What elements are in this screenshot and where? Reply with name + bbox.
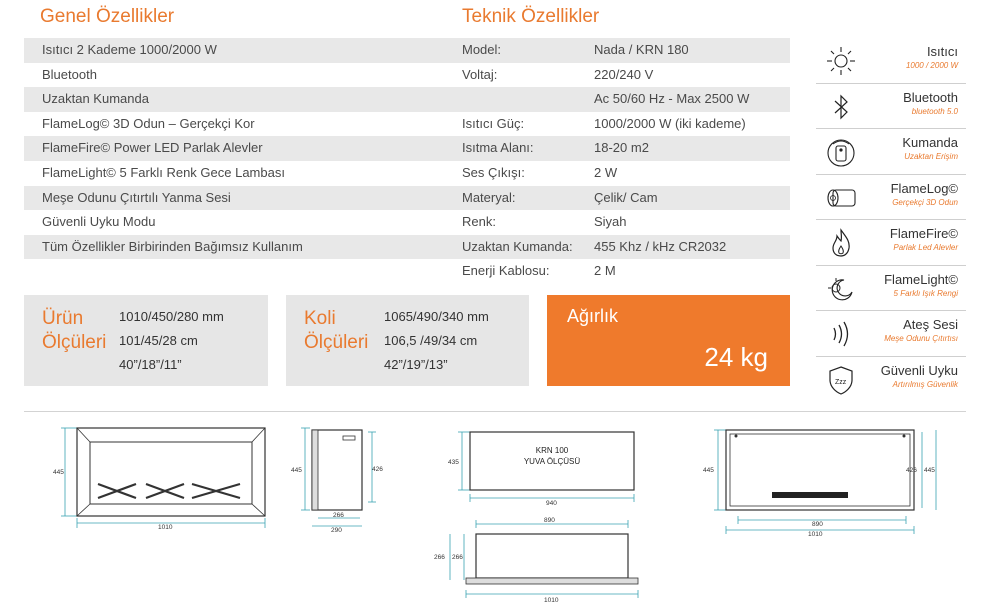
log-icon — [824, 181, 858, 215]
teknik-row — [444, 38, 790, 63]
urun-olculeri-title: Ürün Ölçüleri — [42, 308, 107, 353]
feature-subtitle: bluetooth 5.0 — [911, 106, 958, 116]
feature-subtitle: Gerçekçi 3D Odun — [892, 197, 958, 207]
top-depth2-label: 266 — [452, 554, 463, 561]
feature-subtitle: 5 Farklı Işık Rengi — [893, 288, 958, 298]
feature-divider — [816, 174, 966, 175]
teknik-key: Ses Çıkışı: — [462, 165, 525, 180]
teknik-value: 220/240 V — [594, 66, 654, 82]
back-inner-height1-label: 426 — [906, 467, 917, 474]
feature-subtitle: 1000 / 2000 W — [905, 61, 958, 70]
urun-olculeri-box — [24, 295, 268, 386]
teknik-value: 1000/2000 W (iki kademe) — [594, 115, 746, 131]
niche-and-top-drawing — [434, 424, 650, 606]
side-height-label: 445 — [291, 467, 302, 474]
teknik-value: Siyah — [594, 214, 627, 230]
feature-flame — [816, 222, 966, 262]
feature-name: FlameLog© — [890, 180, 958, 196]
teknik-row — [444, 210, 790, 235]
agirlik-label: Ağırlık — [567, 306, 619, 326]
feature-name: Bluetooth — [903, 89, 958, 105]
genel-row: FlameLight© 5 Farklı Renk Gece Lambası — [42, 165, 285, 180]
svg-text:Zzz: Zzz — [835, 378, 847, 386]
back-view-drawing — [700, 422, 950, 537]
bluetooth-icon — [824, 90, 858, 124]
koli-olculeri-values: 1065/490/340 mm 106,5 /49/34 cm 42”/19”/13” — [384, 309, 489, 372]
feature-night-light — [816, 268, 966, 308]
sound-icon — [824, 317, 858, 351]
feature-divider — [816, 83, 966, 84]
teknik-row — [444, 186, 790, 211]
niche-width-label: 940 — [546, 500, 557, 507]
teknik-key: Model: — [462, 42, 502, 57]
teknik-ozellikler-title: Teknik Özellikler — [462, 6, 600, 27]
teknik-row — [444, 63, 790, 88]
shield-sleep-icon — [824, 363, 858, 397]
agirlik-box — [547, 295, 790, 386]
feature-divider — [816, 310, 966, 311]
teknik-value: 455 Khz / kHz CR2032 — [594, 238, 727, 254]
front-width-label: 1010 — [158, 524, 173, 531]
koli-olculeri-box — [286, 295, 529, 386]
agirlik-value: 24 kg — [704, 342, 768, 372]
genel-row: Tüm Özellikler Birbirinden Bağımsız Kullanım — [24, 235, 444, 260]
feature-sound — [816, 313, 966, 353]
teknik-row — [444, 136, 790, 161]
teknik-value: 2 M — [594, 263, 616, 279]
side-depth-inner-label: 266 — [333, 512, 344, 519]
feature-name: Kumanda — [902, 135, 958, 150]
side-view-drawing — [288, 422, 388, 532]
side-inner-height-label: 426 — [372, 466, 383, 473]
front-view-drawing — [50, 422, 280, 532]
feature-shield-sleep — [816, 359, 966, 399]
side-depth-label: 290 — [331, 527, 342, 534]
sun-icon — [824, 44, 858, 78]
feature-name: Güvenli Uyku — [880, 362, 958, 378]
teknik-key: Enerji Kablosu: — [462, 263, 550, 279]
niche-label-2: YUVA ÖLÇÜSÜ — [523, 457, 581, 466]
feature-subtitle: Meşe Odunu Çıtırtısı — [884, 334, 958, 343]
feature-subtitle: Uzaktan Erişim — [904, 152, 958, 161]
top-depth1-label: 266 — [434, 554, 445, 561]
teknik-key: Isıtıcı Güç: — [462, 115, 525, 131]
remote-icon — [824, 135, 858, 169]
genel-ozellikler-title: Genel Özellikler — [40, 6, 175, 27]
back-height-label: 445 — [703, 467, 714, 474]
genel-row: Isıtıcı 2 Kademe 1000/2000 W — [24, 38, 444, 63]
night-light-icon — [824, 272, 858, 306]
genel-row: Meşe Odunu Çıtırtılı Yanma Sesi — [24, 186, 444, 211]
feature-subtitle: Parlak Led Alevler — [893, 243, 958, 252]
koli-olculeri-title: Koli Ölçüleri — [304, 308, 369, 353]
niche-label-1: KRN 100 — [535, 446, 569, 455]
genel-row: Bluetooth — [42, 66, 97, 82]
feature-subtitle: Artırılmış Güvenlik — [892, 379, 958, 389]
back-width-inner-label: 890 — [812, 521, 823, 528]
feature-divider — [816, 265, 966, 266]
teknik-row — [444, 235, 790, 260]
teknik-key: Voltaj: — [462, 66, 498, 82]
back-inner-height2-label: 445 — [924, 467, 935, 474]
genel-row: Uzaktan Kumanda — [24, 87, 444, 112]
teknik-value: Nada / KRN 180 — [594, 42, 689, 57]
niche-height-label: 435 — [448, 459, 459, 466]
teknik-value: 2 W — [594, 165, 618, 180]
top-width-inner-label: 890 — [544, 517, 555, 524]
teknik-key: Renk: — [462, 214, 496, 230]
teknik-row — [444, 87, 790, 112]
teknik-key: Uzaktan Kumanda: — [462, 238, 573, 254]
section-divider — [24, 411, 966, 412]
teknik-key: Materyal: — [462, 189, 516, 205]
feature-name: Ateş Sesi — [903, 317, 958, 332]
flame-icon — [824, 226, 858, 260]
front-height-label: 445 — [53, 469, 64, 476]
feature-bluetooth — [816, 86, 966, 126]
teknik-key: Isıtma Alanı: — [462, 140, 534, 156]
feature-log — [816, 177, 966, 217]
teknik-value: 18-20 m2 — [594, 140, 649, 156]
feature-name: FlameFire© — [889, 226, 958, 241]
teknik-row — [444, 161, 790, 186]
genel-row: Güvenli Uyku Modu — [42, 214, 156, 230]
feature-divider — [816, 219, 966, 220]
genel-row: FlameLog© 3D Odun – Gerçekçi Kor — [42, 115, 255, 131]
genel-row: FlameFire© Power LED Parlak Alevler — [24, 136, 444, 161]
top-width-label: 1010 — [544, 597, 559, 604]
teknik-row — [444, 112, 790, 137]
feature-name: FlameLight© — [884, 271, 958, 287]
feature-sun — [816, 40, 966, 80]
teknik-value: Çelik/ Cam — [594, 189, 658, 205]
teknik-value: Ac 50/60 Hz - Max 2500 W — [594, 91, 750, 107]
teknik-row — [444, 259, 790, 284]
back-width-label: 1010 — [808, 531, 823, 538]
feature-remote — [816, 131, 966, 171]
feature-name: Isıtıcı — [926, 44, 958, 59]
urun-olculeri-values: 1010/450/280 mm 101/45/28 cm 40”/18”/11” — [119, 309, 224, 372]
feature-divider — [816, 128, 966, 129]
feature-divider — [816, 356, 966, 357]
